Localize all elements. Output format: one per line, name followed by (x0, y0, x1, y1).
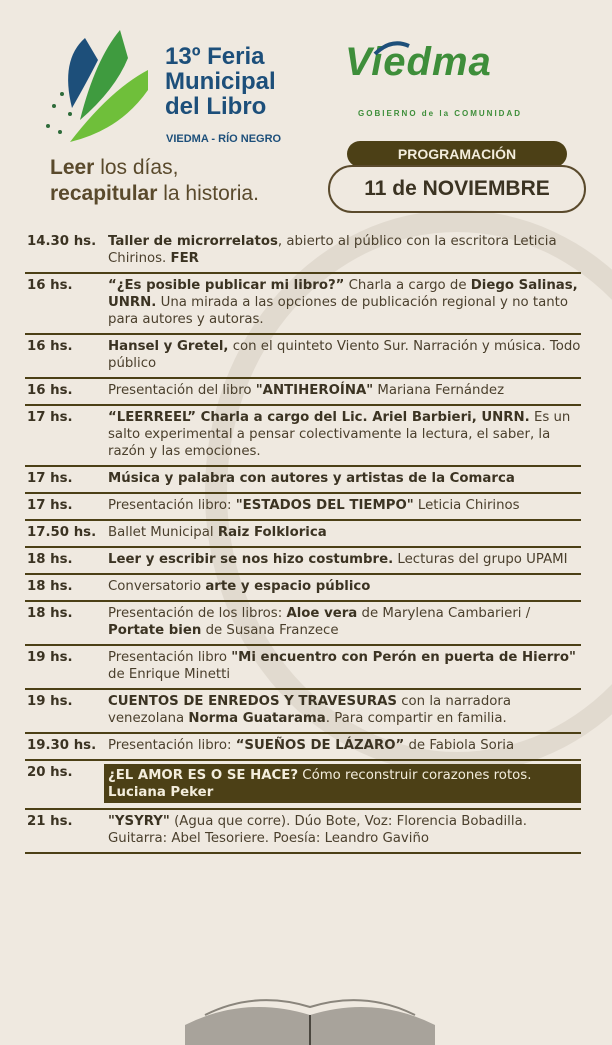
schedule-row (25, 230, 581, 274)
schedule-time: 21 hs. (27, 814, 73, 829)
schedule-row (25, 521, 581, 548)
schedule-text: Ballet Municipal (108, 525, 218, 540)
schedule-time: 18 hs. (27, 579, 73, 594)
schedule-text: . Para compartir en familia. (325, 711, 507, 726)
schedule-text-bold: FER (170, 251, 199, 266)
schedule-text: de Susana Franzece (201, 623, 339, 638)
schedule-text: Presentación libro (108, 650, 232, 665)
programacion-badge: PROGRAMACIÓN (347, 141, 567, 167)
schedule-text: Cómo reconstruir corazones rotos. (298, 768, 532, 783)
schedule-time: 17 hs. (27, 498, 73, 513)
schedule-time: 18 hs. (27, 552, 73, 567)
schedule-description (108, 409, 581, 460)
schedule-text-bold: "ANTIHEROÍNA" (255, 383, 374, 398)
feria-place: VIEDMA - RÍO NEGRO (166, 133, 282, 145)
schedule-text: Mariana Fernández (373, 383, 505, 398)
schedule-text: de Enrique Minetti (108, 667, 231, 682)
schedule-time: 19 hs. (27, 694, 73, 709)
slogan-line2-rest: la historia. (157, 182, 259, 206)
feria-title-line1: 13º Feria (165, 43, 265, 70)
schedule-text: Leticia Chirinos (413, 498, 520, 513)
schedule-row (25, 274, 581, 335)
schedule-description (108, 693, 581, 727)
schedule-time: 16 hs. (27, 383, 73, 398)
schedule-text: Presentación libro: (108, 738, 236, 753)
schedule-text: Lecturas del grupo UPAMI (393, 552, 568, 567)
feria-title-line3: del Libro (165, 93, 267, 121)
schedule-row (25, 646, 581, 690)
schedule-description (108, 497, 581, 514)
schedule-text: Es un salto experimental a pensar colectivamente la lectura, el saber, la razón y las emociones. (108, 410, 571, 459)
schedule-time: 16 hs. (27, 339, 73, 354)
date-box: 11 de NOVIEMBRE (328, 165, 586, 213)
schedule-text-bold: “SUEÑOS DE LÁZARO” (235, 738, 405, 753)
schedule-description (104, 764, 581, 803)
schedule-text-bold: Diego Salinas, UNRN. (108, 278, 578, 310)
header (0, 0, 612, 225)
schedule-time: 18 hs. (27, 606, 73, 621)
schedule-time: 20 hs. (27, 765, 73, 780)
schedule-description (108, 524, 581, 541)
schedule-text-bold: CUENTOS DE ENREDOS Y TRAVESURAS (108, 694, 397, 709)
viedma-subtitle: GOBIERNO de la COMUNIDAD (358, 109, 523, 118)
schedule-text-bold: “LEERREEL” Charla a cargo del Lic. Ariel Barbieri, UNRN. (108, 410, 530, 425)
schedule-row (25, 406, 581, 467)
schedule-text: Presentación del libro (108, 383, 256, 398)
schedule-text-bold: Leer y escribir se nos hizo costumbre. (108, 552, 394, 567)
schedule-list (25, 230, 581, 854)
schedule-text: Conversatorio (108, 579, 206, 594)
viedma-swoosh-icon (373, 38, 413, 58)
schedule-text: Presentación libro: (108, 498, 236, 513)
slogan-line2-bold: recapitular (50, 182, 158, 206)
schedule-text-bold: Raiz Folklorica (217, 525, 327, 540)
schedule-time: 19.30 hs. (27, 738, 97, 753)
schedule-text: con la narradora venezolana (108, 694, 512, 726)
schedule-row (25, 467, 581, 494)
schedule-time: 17.50 hs. (27, 525, 97, 540)
slogan-line1-bold: Leer (50, 156, 95, 179)
schedule-row (25, 810, 581, 854)
schedule-text-bold: Norma Guatarama (188, 711, 326, 726)
schedule-row (25, 690, 581, 734)
schedule-description (108, 605, 581, 639)
schedule-row (25, 379, 581, 406)
schedule-row (25, 602, 581, 646)
slogan (50, 155, 259, 208)
schedule-text-bold: Taller de microrrelatos (108, 234, 278, 249)
schedule-text-bold: “¿Es posible publicar mi libro?” (108, 278, 345, 293)
schedule-text-bold: Música y palabra con autores y artistas de la Comarca (108, 471, 515, 486)
schedule-row (25, 335, 581, 379)
schedule-description (108, 338, 581, 372)
schedule-text: (Agua que corre). Dúo Bote, Voz: Florencia Bobadilla. Guitarra: Abel Tesoriere. Poesía: Leandro Gaviño (108, 814, 527, 846)
schedule-text: , abierto al público con la escritora Leticia Chirinos. (108, 234, 557, 266)
schedule-row (25, 761, 581, 810)
schedule-text-bold: ¿EL AMOR ES O SE HACE? (108, 768, 299, 783)
schedule-row (25, 494, 581, 521)
schedule-text-bold: Luciana Peker (108, 785, 214, 800)
schedule-time: 16 hs. (27, 278, 73, 293)
schedule-description (108, 470, 581, 487)
schedule-text-bold: "ESTADOS DEL TIEMPO" (235, 498, 414, 513)
schedule-description (108, 649, 581, 683)
schedule-row (25, 575, 581, 602)
feria-title (165, 44, 276, 120)
schedule-description (108, 737, 581, 754)
schedule-description (108, 813, 581, 847)
schedule-row (25, 734, 581, 761)
schedule-description (108, 233, 581, 267)
schedule-time: 19 hs. (27, 650, 73, 665)
schedule-text-bold: "Mi encuentro con Perón en puerta de Hierro" (231, 650, 576, 665)
schedule-text: con el quinteto Viento Sur. Narración y música. Todo público (108, 339, 581, 371)
schedule-text-bold: Portate bien (108, 623, 202, 638)
schedule-description (108, 277, 581, 328)
schedule-time: 17 hs. (27, 410, 73, 425)
slogan-line1-rest: los días, (94, 156, 179, 179)
schedule-time: 14.30 hs. (27, 234, 97, 249)
schedule-description (108, 551, 581, 568)
schedule-text: de Marylena Cambarieri / (357, 606, 531, 621)
viedma-word: Viedma (345, 40, 492, 84)
schedule-row (25, 548, 581, 575)
schedule-text: de Fabiola Soria (404, 738, 515, 753)
feria-title-line2: Municipal (165, 68, 276, 96)
schedule-description (108, 578, 581, 595)
viedma-logo (345, 40, 492, 85)
schedule-text: Una mirada a las opciones de publicación regional y no tanto para autores y autoras. (108, 295, 568, 327)
schedule-text-bold: arte y espacio público (205, 579, 371, 594)
schedule-description (108, 382, 581, 399)
schedule-time: 17 hs. (27, 471, 73, 486)
schedule-text-bold: Aloe vera (286, 606, 358, 621)
open-book-icon (175, 985, 445, 1045)
schedule-text-bold: "YSYRY" (108, 814, 170, 829)
schedule-text-bold: Hansel y Gretel, (108, 339, 229, 354)
schedule-text: Presentación de los libros: (108, 606, 287, 621)
feria-butterfly-logo (40, 30, 150, 148)
schedule-text: Charla a cargo de (344, 278, 471, 293)
